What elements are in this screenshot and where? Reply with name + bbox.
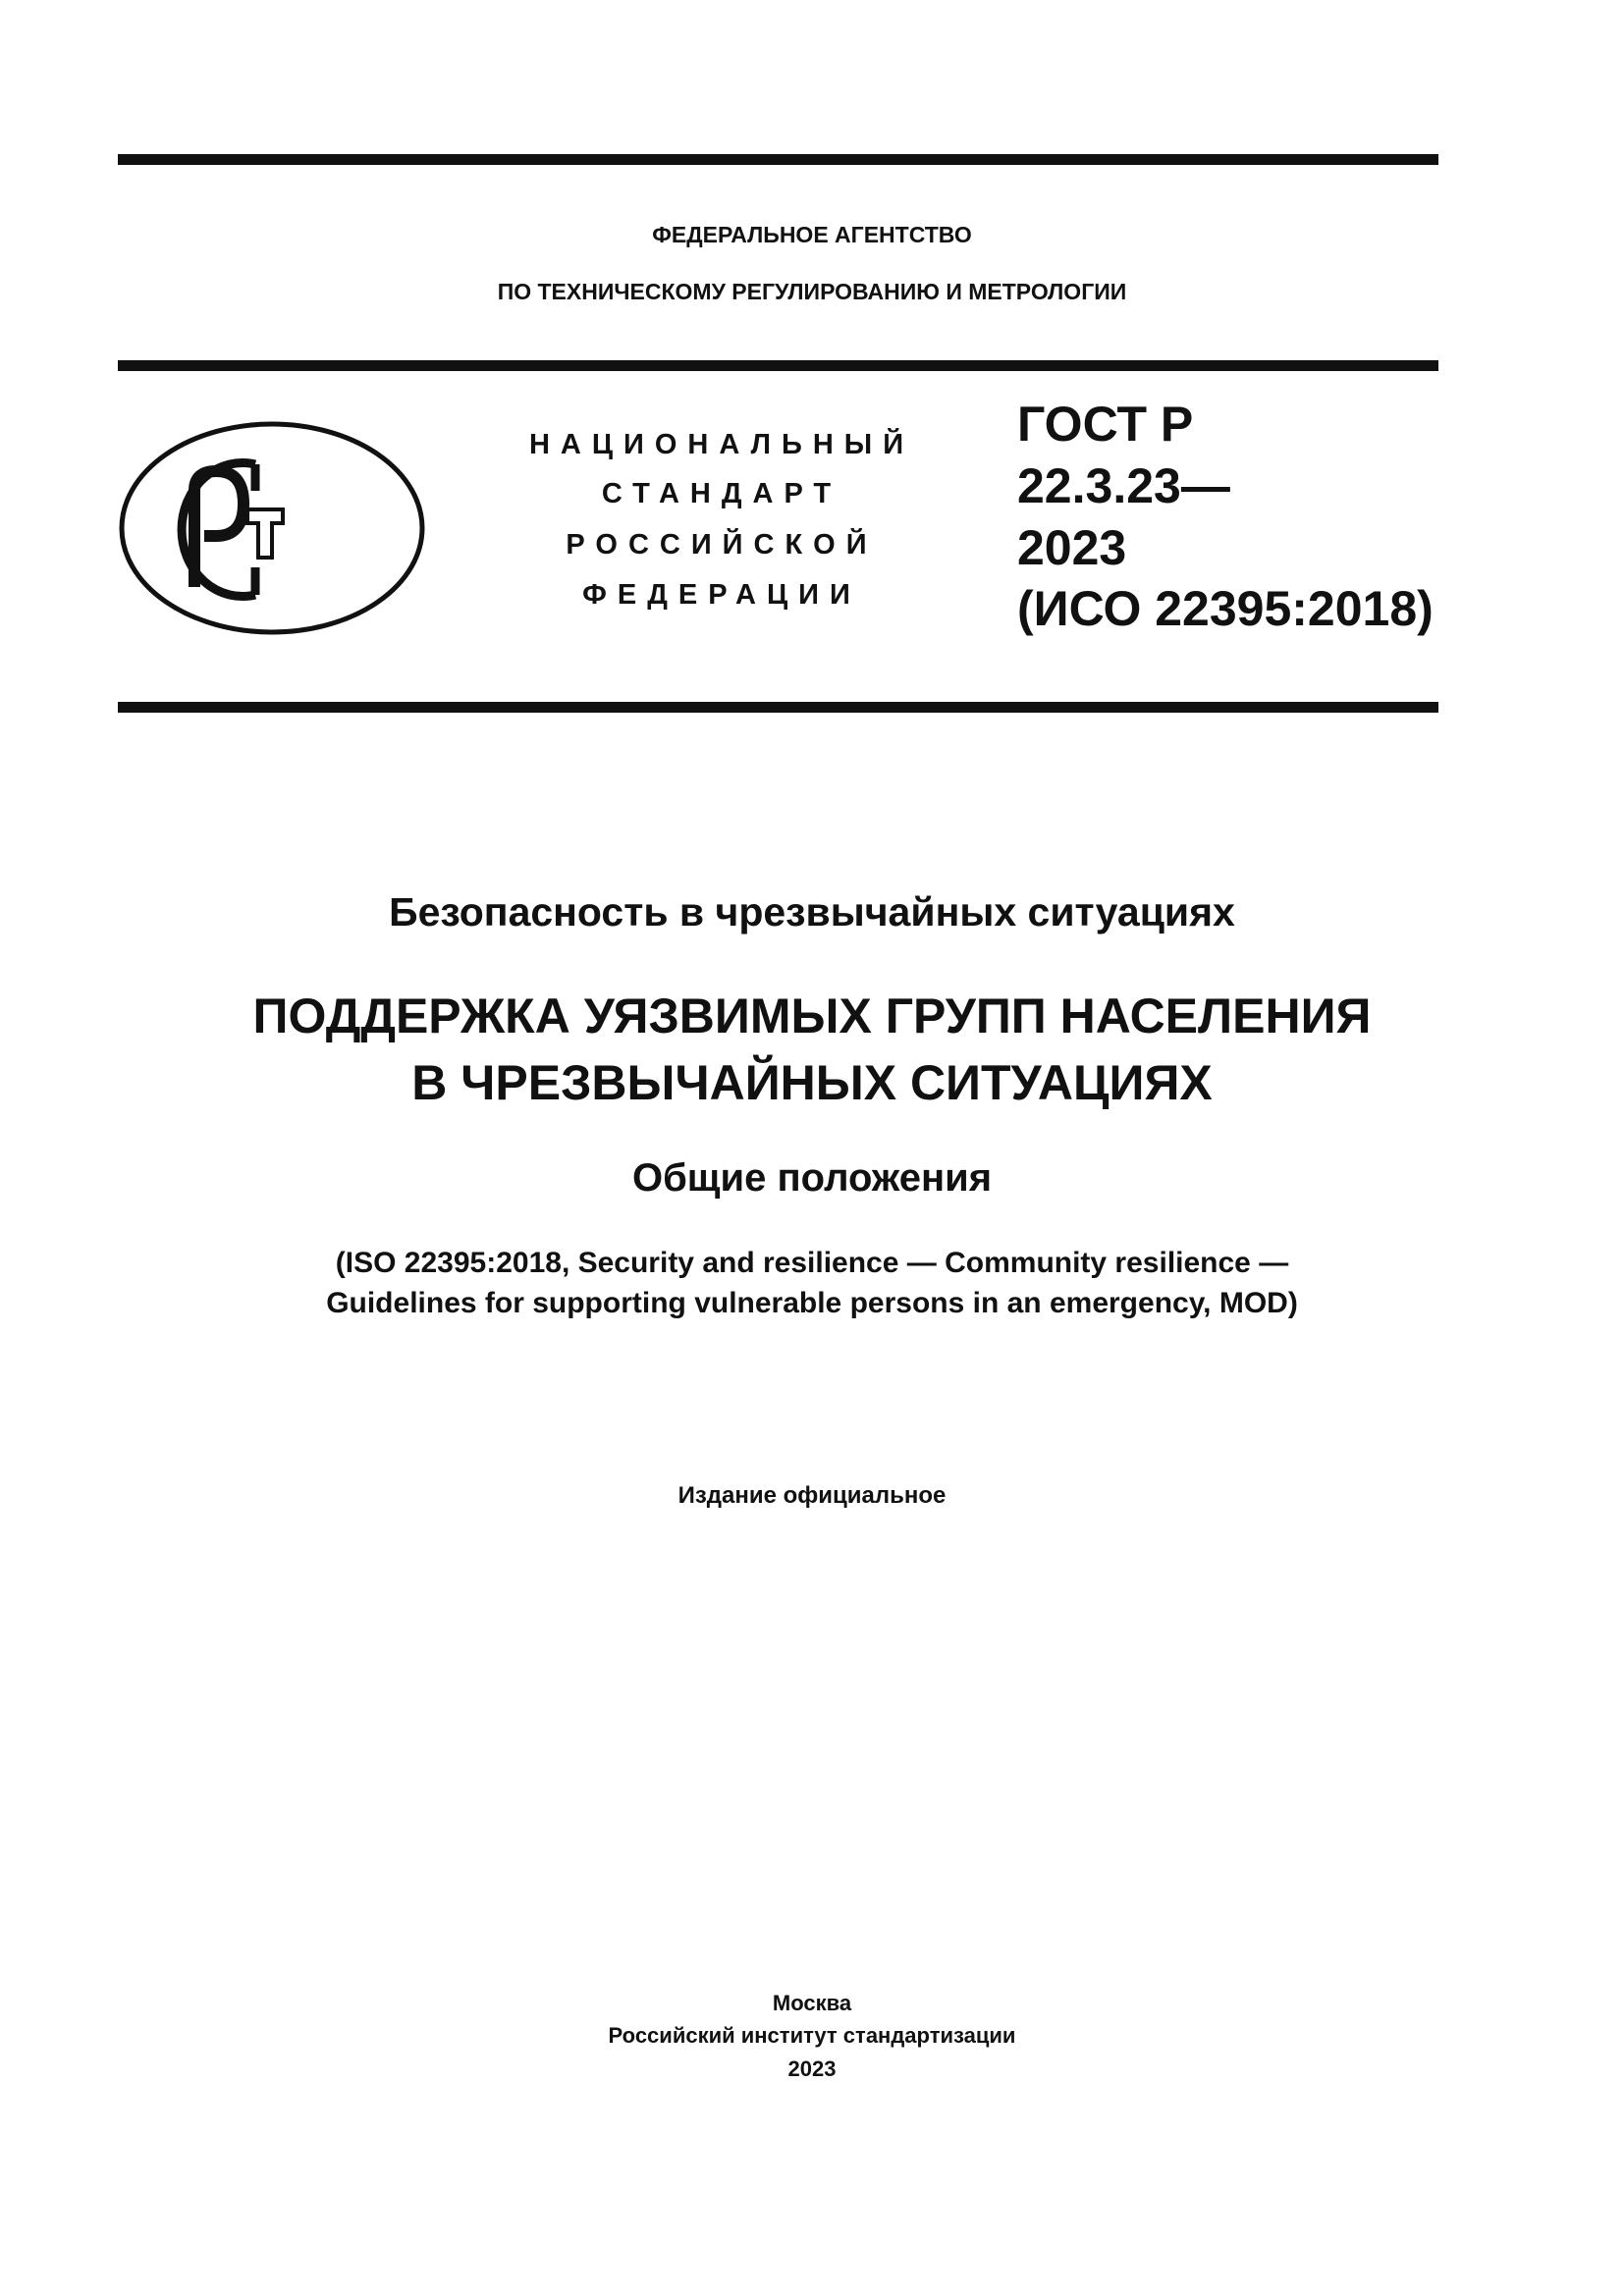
national-standard-line-3: РОССИЙСКОЙ xyxy=(566,529,878,561)
main-title-line-2: В ЧРЕЗВЫЧАЙНЫХ СИТУАЦИЯХ xyxy=(411,1055,1213,1110)
gost-designation-line-4: (ИСО 22395:2018) xyxy=(1017,581,1434,636)
main-title-line-1: ПОДДЕРЖКА УЯЗВИМЫХ ГРУПП НАСЕЛЕНИЯ xyxy=(252,988,1372,1043)
imprint-year: 2023 xyxy=(787,2056,837,2081)
iso-reference-line-1: (ISO 22395:2018, Security and resilience — Community resilience — xyxy=(335,1247,1289,1279)
subtitle: Общие положения xyxy=(631,1156,993,1200)
imprint-publisher: Российский институт стандартизации xyxy=(608,2023,1016,2048)
gost-designation-line-2: 22.3.23— xyxy=(1017,458,1230,513)
national-standard-line-4: ФЕДЕРАЦИИ xyxy=(582,579,861,611)
middle-rule xyxy=(118,360,1438,371)
agency-line-2: ПО ТЕХНИЧЕСКОМУ РЕГУЛИРОВАНИЮ И МЕТРОЛОГИИ xyxy=(497,279,1127,304)
national-standard-line-2: СТАНДАРТ xyxy=(601,478,842,509)
gost-r-logo xyxy=(118,420,427,636)
top-rule xyxy=(118,154,1438,165)
national-standard-line-1: НАЦИОНАЛЬНЫЙ xyxy=(528,429,915,460)
series-title: Безопасность в чрезвычайных ситуациях xyxy=(389,889,1235,934)
agency-line-1: ФЕДЕРАЛЬНОЕ АГЕНТСТВО xyxy=(652,222,972,247)
gost-designation-line-1: ГОСТ Р xyxy=(1017,397,1194,452)
edition-label: Издание официальное xyxy=(677,1482,947,1509)
bottom-rule xyxy=(118,702,1438,713)
gost-designation-line-3: 2023 xyxy=(1017,520,1127,575)
imprint-city: Москва xyxy=(772,1991,852,2015)
iso-reference-line-2: Guidelines for supporting vulnerable persons in an emergency, MOD) xyxy=(326,1287,1298,1319)
